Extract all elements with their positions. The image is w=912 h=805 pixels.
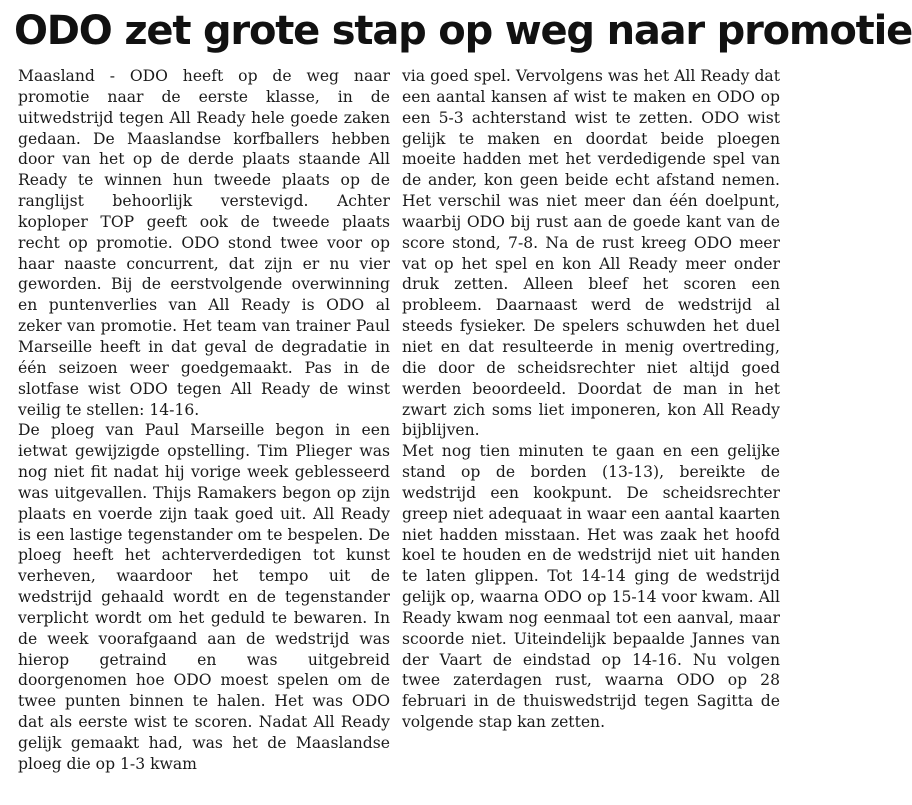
article-headline: ODO zet grote stap op weg naar promotie	[14, 8, 912, 54]
article-paragraph: Met nog tien minuten te gaan en een gelijke stand op de borden (13-13), bereikte de wedstrijd een kookpunt. De scheidsrechter greep niet adequaat in waar een aantal kaarten niet hadden misstaan. Het was zaak het hoofd koel te houden en de wedstrijd niet uit handen te laten glippen. Tot 14-14 ging de wedstrijd gelijk op, waarna ODO op 15-14 voor kwam. All Ready kwam nog eenmaal tot een aanval, maar scoorde niet. Uiteindelijk bepaalde Jannes van der Vaart de eindstad op 14-16. Nu volgen twee zaterdagen rust, waarna ODO op 28 februari in de thuiswedstrijd tegen Sagitta de volgende stap kan zetten.	[402, 442, 780, 732]
article-column-right	[402, 66, 780, 733]
article-paragraph: De ploeg van Paul Marseille begon in een ietwat gewijzigde opstelling. Tim Plieger was nog niet fit nadat hij vorige week geblesseerd was uitgevallen. Thijs Ramakers begon op zijn plaats en voerde zijn taak goed uit. All Ready is een lastige tegenstander om te bespelen. De ploeg heeft het achterverdedigen tot kunst verheven, waardoor het tempo uit de wedstrijd gehaald wordt en de tegenstander verplicht wordt om het geduld te bewaren. In de week voorafgaand aan de wedstrijd was hierop getraind en was uitgebreid doorgenomen hoe ODO moest spelen om de twee punten binnen te halen. Het was ODO dat als eerste wist te scoren. Nadat All Ready gelijk gemaakt had, was het de Maaslandse ploeg die op 1-3 kwam	[18, 421, 390, 773]
article-paragraph: via goed spel. Vervolgens was het All Ready dat een aantal kansen af wist te maken en ODO op een 5-3 achterstand wist te zetten. ODO wist gelijk te maken en doordat beide ploegen moeite hadden met het verdedigende spel van de ander, kon geen beide echt afstand nemen. Het verschil was niet meer dan één doelpunt, waarbij ODO bij rust aan de goede kant van de score stond, 7-8. Na de rust kreeg ODO meer vat op het spel en kon All Ready meer onder druk zetten. Alleen bleef het scoren een probleem. Daarnaast werd de wedstrijd al steeds fysieker. De spelers schuwden het duel niet en dat resulteerde in menig overtreding, die door de scheidsrechter niet altijd goed werden beoordeeld. Doordat de man in het zwart zich soms liet imponeren, kon All Ready bijblijven.	[402, 67, 780, 440]
article-column-left	[18, 66, 390, 775]
article-paragraph: Maasland - ODO heeft op de weg naar promotie naar de eerste klasse, in de uitwedstrijd tegen All Ready hele goede zaken gedaan. De Maaslandse korfballers hebben door van het op de derde plaats staande All Ready te winnen hun tweede plaats op de ranglijst behoorlijk verstevigd. Achter koploper TOP geeft ook de tweede plaats recht op promotie. ODO stond twee voor op haar naaste concurrent, dat zijn er nu vier geworden. Bij de eerstvolgende overwinning en puntenverlies van All Ready is ODO al zeker van promotie. Het team van trainer Paul Marseille heeft in dat geval de degradatie in één seizoen weer goedgemaakt. Pas in de slotfase wist ODO tegen All Ready de winst veilig te stellen: 14-16.	[18, 67, 390, 419]
